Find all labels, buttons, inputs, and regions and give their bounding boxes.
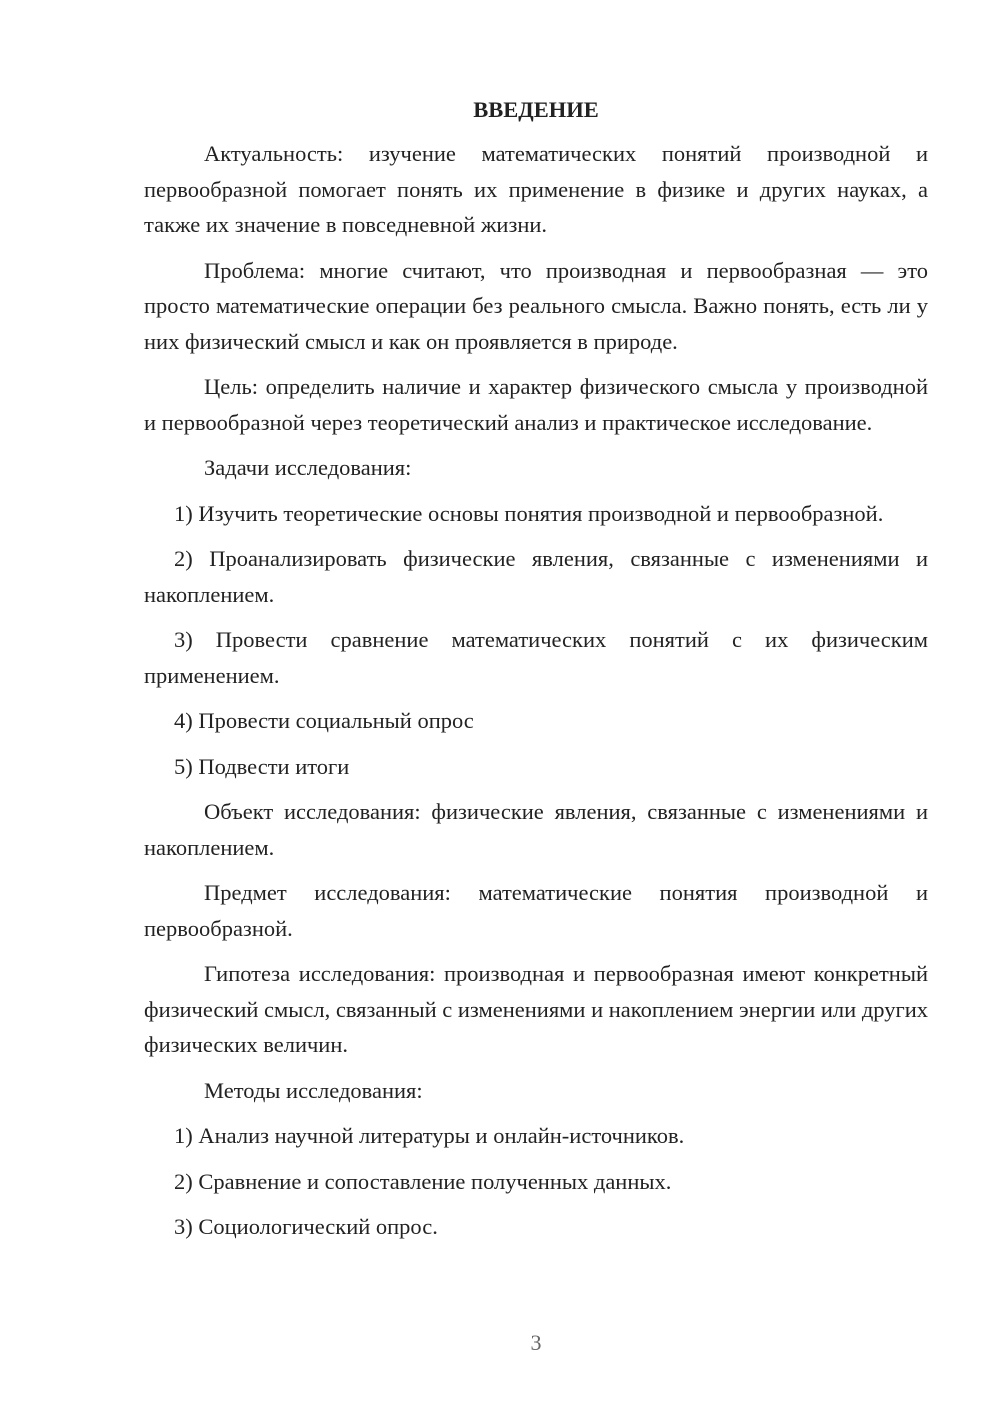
page-number: 3 (530, 1330, 542, 1355)
paragraph-subject: Предмет исследования: математические понятия производной и первообразной. (144, 880, 928, 941)
paragraph-problem: Проблема: многие считают, что производная и первообразная — это просто математические операции без реального смысла. Важно понять, есть ли у них физический смысл и как он проявляется в природе. (144, 257, 928, 354)
task-item-5: 5) Подвести итоги (174, 753, 350, 779)
tasks-title: Задачи исследования: (204, 455, 412, 480)
paragraph-hypothesis: Гипотеза исследования: производная и первообразная имеют конкретный физический смысл, связанный с изменениями и накоплением энергии или других физических величин. (144, 961, 928, 1057)
paragraph-goal: Цель: определить наличие и характер физического смысла у производной и первообразной через теоретический анализ и практическое исследование. (144, 374, 928, 435)
task-item-2: 2) Проанализировать физические явления, связанные с изменениями и накоплением. (144, 546, 928, 607)
task-item-4: 4) Провести социальный опрос (174, 708, 474, 733)
document-body (144, 92, 928, 1255)
method-item-1: 1) Анализ научной литературы и онлайн-источников. (174, 1123, 685, 1148)
paragraph-object: Объект исследования: физические явления, связанные с изменениями и накоплением. (144, 799, 928, 860)
paragraph-relevance: Актуальность: изучение математических понятий производной и первообразной помогает понять их применение в физике и других науках, а также их значение в повседневной жизни. (144, 141, 928, 237)
section-heading: ВВЕДЕНИЕ (473, 97, 599, 122)
methods-title: Методы исследования: (204, 1077, 423, 1103)
method-item-2: 2) Сравнение и сопоставление полученных данных. (174, 1168, 672, 1194)
task-item-3: 3) Провести сравнение математических понятий с их физическим применением. (144, 627, 928, 688)
task-item-1: 1) Изучить теоретические основы понятия производной и первообразной. (174, 500, 884, 526)
method-item-3: 3) Социологический опрос. (174, 1214, 438, 1239)
